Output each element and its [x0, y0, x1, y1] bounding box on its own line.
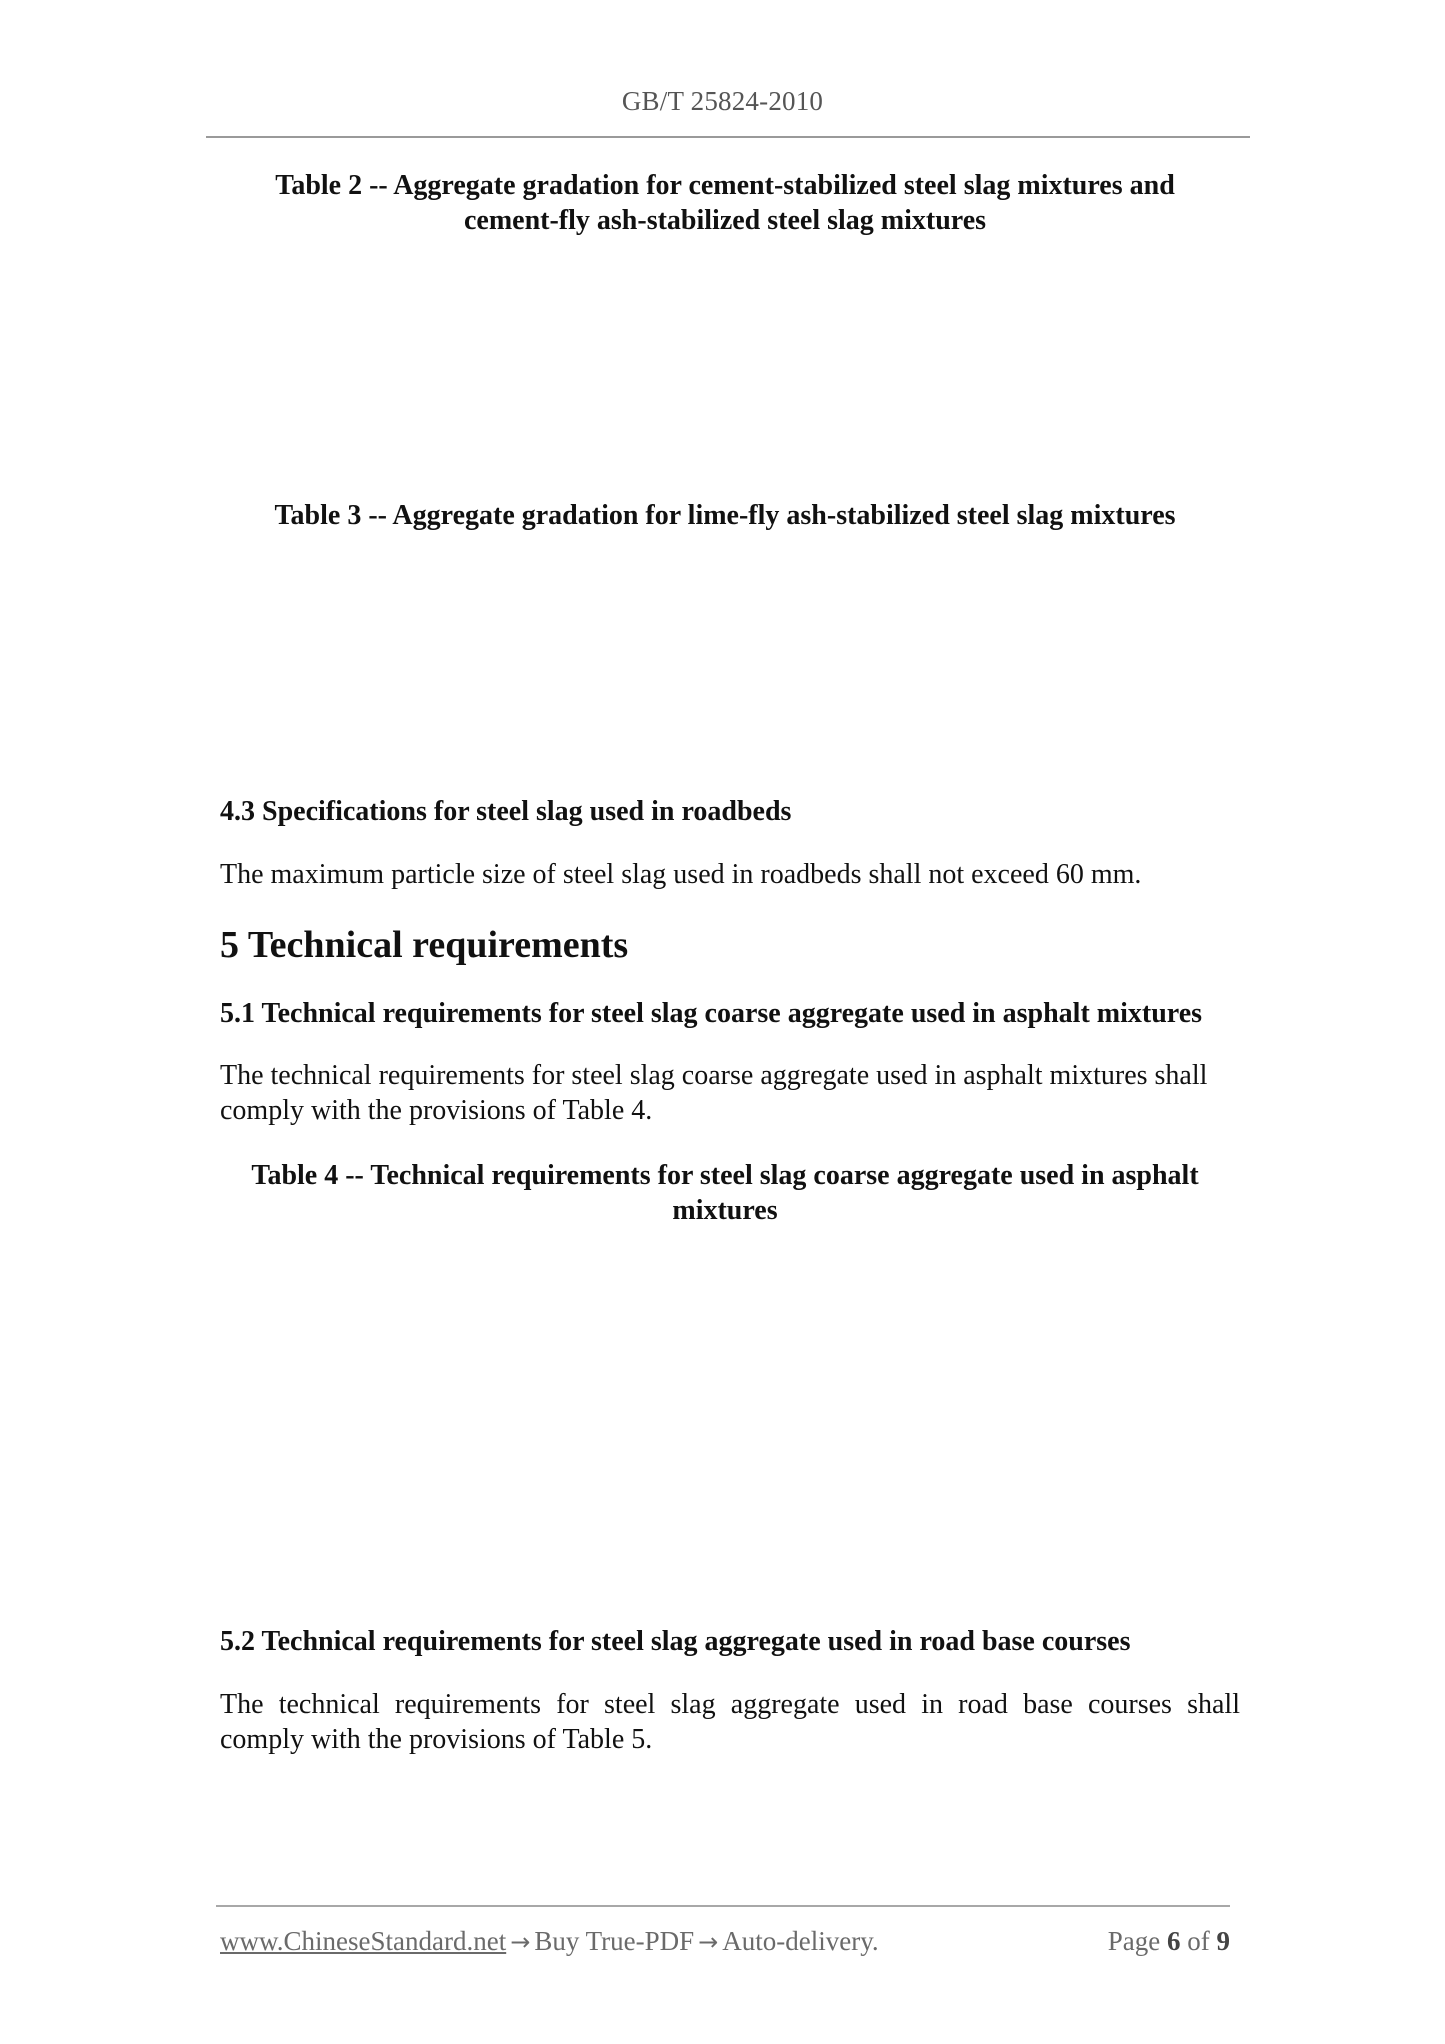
- page-header-doc-code: GB/T 25824-2010: [621, 86, 824, 116]
- of-label: of: [1187, 1926, 1210, 1956]
- section-4-3-body: The maximum particle size of steel slag used in roadbeds shall not exceed 60 mm.: [220, 859, 1142, 890]
- section-5-2-body-line-2: comply with the provisions of Table 5.: [220, 1724, 653, 1755]
- table-2-caption: [220, 168, 1230, 238]
- section-5-heading: 5 Technical requirements: [220, 924, 629, 966]
- footer-promo: [220, 1924, 879, 1959]
- table-4-caption: [220, 1158, 1230, 1228]
- footer-divider: [216, 1905, 1230, 1907]
- section-5-1-heading: 5.1 Technical requirements for steel slag coarse aggregate used in asphalt mixtures: [220, 998, 1203, 1029]
- section-5-2-heading: 5.2 Technical requirements for steel slag aggregate used in road base courses: [220, 1626, 1131, 1657]
- table-4-caption-line-2: mixtures: [672, 1195, 778, 1226]
- page-total: 9: [1216, 1926, 1230, 1956]
- table-2-caption-line-2: cement-fly ash-stabilized steel slag mixtures: [463, 205, 987, 236]
- section-5-1-body: [220, 1058, 1240, 1128]
- section-4-3-heading: 4.3 Specifications for steel slag used in roadbeds: [220, 796, 792, 827]
- table-2-caption-line-1: Table 2 -- Aggregate gradation for cement-stabilized steel slag mixtures and: [275, 170, 1175, 201]
- section-5-1-body-line-2: comply with the provisions of Table 4.: [220, 1095, 653, 1126]
- page-number: 6: [1167, 1926, 1181, 1956]
- table-3-caption: Table 3 -- Aggregate gradation for lime-fly ash-stabilized steel slag mixtures: [274, 500, 1176, 531]
- arrow-right-icon: →: [510, 1928, 531, 1956]
- section-5-1-body-line-1: The technical requirements for steel slag coarse aggregate used in asphalt mixtures shall: [220, 1060, 1208, 1091]
- table-4-caption-line-1: Table 4 -- Technical requirements for steel slag coarse aggregate used in asphalt: [251, 1160, 1199, 1191]
- arrow-right-icon: →: [698, 1928, 719, 1956]
- footer-delivery-text: Auto-delivery.: [722, 1926, 879, 1956]
- chinese-standard-link[interactable]: www.ChineseStandard.net: [220, 1926, 507, 1956]
- footer-buy-text: Buy True-PDF: [534, 1926, 695, 1956]
- section-5-2-body: [220, 1687, 1240, 1757]
- header-divider: [206, 136, 1250, 138]
- section-5-2-body-line-1: The technical requirements for steel slag aggregate used in road base courses shall: [220, 1689, 1240, 1720]
- page-label: Page: [1107, 1926, 1161, 1956]
- page-indicator: [1108, 1924, 1230, 1958]
